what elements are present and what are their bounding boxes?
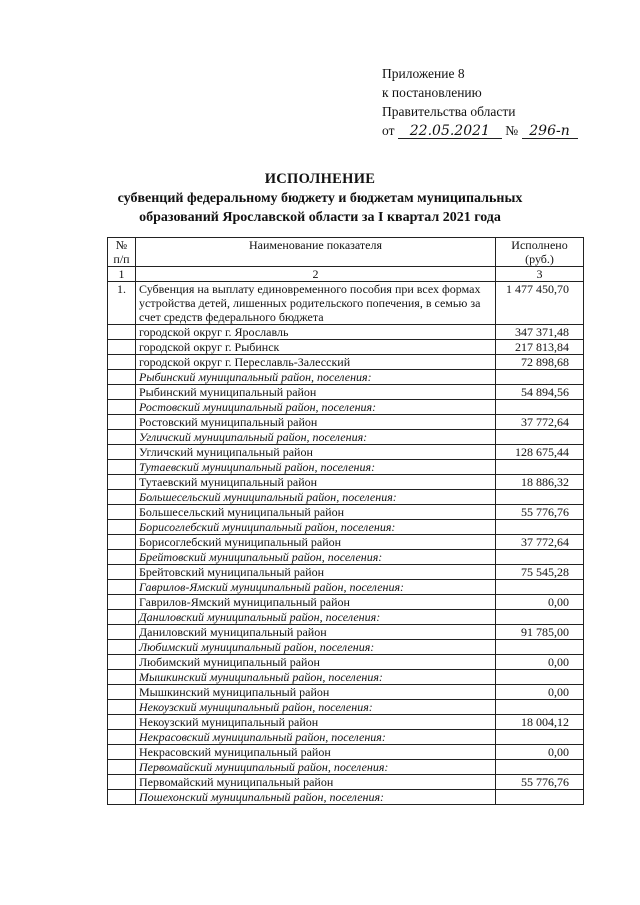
execution-table — [107, 237, 584, 805]
row-value-cell — [496, 400, 584, 415]
row-value-cell — [496, 490, 584, 505]
table-row — [108, 655, 584, 670]
appendix-header — [382, 64, 622, 140]
row-name-cell: Рыбинский муниципальный район, поселения: — [136, 370, 496, 385]
table-row — [108, 715, 584, 730]
row-value-cell — [496, 430, 584, 445]
row-value-cell — [496, 670, 584, 685]
row-name-cell: Любимский муниципальный район — [136, 655, 496, 670]
row-num-cell — [108, 520, 136, 535]
table-row — [108, 385, 584, 400]
row-num-cell — [108, 415, 136, 430]
appendix-authority: Правительства области — [382, 104, 516, 119]
table-header-row — [108, 238, 584, 267]
row-name-cell: городской округ г. Рыбинск — [136, 340, 496, 355]
table-row — [108, 625, 584, 640]
header-name: Наименование показателя — [136, 238, 496, 267]
table-row — [108, 475, 584, 490]
date-prefix: от — [382, 123, 395, 138]
table-row-subheading — [108, 580, 584, 595]
row-num-cell — [108, 760, 136, 775]
row-value-cell — [496, 610, 584, 625]
table-row-subheading — [108, 400, 584, 415]
table-row — [108, 355, 584, 370]
row-value-cell: 75 545,28 — [496, 565, 584, 580]
row-num-cell — [108, 340, 136, 355]
row-name-cell: Большесельский муниципальный район — [136, 505, 496, 520]
table-row — [108, 775, 584, 790]
row-num-cell — [108, 610, 136, 625]
row-name-cell: Борисоглебский муниципальный район — [136, 535, 496, 550]
table-row-subheading — [108, 430, 584, 445]
row-num-cell — [108, 670, 136, 685]
row-num-cell — [108, 460, 136, 475]
main-row-name: Субвенция на выплату единовременного пособия при всех формах устройства детей, лишенных родительского попечения, в семью за счет средств федерального бюджета — [136, 282, 496, 325]
row-value-cell: 91 785,00 — [496, 625, 584, 640]
title-main: ИСПОЛНЕНИЕ — [264, 171, 376, 187]
row-name-cell: Угличский муниципальный район — [136, 445, 496, 460]
row-num-cell — [108, 790, 136, 805]
table-row — [108, 505, 584, 520]
row-value-cell — [496, 460, 584, 475]
table-row-subheading — [108, 760, 584, 775]
row-num-cell — [108, 430, 136, 445]
row-name-cell: Брейтовский муниципальный район — [136, 565, 496, 580]
table-row — [108, 415, 584, 430]
table-row-subheading — [108, 790, 584, 805]
row-name-cell: Тутаевский муниципальный район — [136, 475, 496, 490]
row-num-cell — [108, 700, 136, 715]
row-num-cell — [108, 655, 136, 670]
row-num-cell — [108, 640, 136, 655]
row-num-cell — [108, 400, 136, 415]
row-num-cell — [108, 535, 136, 550]
row-name-cell: Угличский муниципальный район, поселения: — [136, 430, 496, 445]
table-row — [108, 745, 584, 760]
row-name-cell: Рыбинский муниципальный район — [136, 385, 496, 400]
row-value-cell — [496, 790, 584, 805]
table-row — [108, 565, 584, 580]
table-row-subheading — [108, 550, 584, 565]
column-number-row — [108, 267, 584, 282]
row-name-cell: Брейтовский муниципальный район, поселения: — [136, 550, 496, 565]
col-number-2: 2 — [136, 267, 496, 282]
row-value-cell: 0,00 — [496, 685, 584, 700]
row-name-cell: Любимский муниципальный район, поселения: — [136, 640, 496, 655]
row-name-cell: Гаврилов-Ямский муниципальный район — [136, 595, 496, 610]
row-num-cell — [108, 475, 136, 490]
row-num-cell — [108, 550, 136, 565]
row-value-cell: 347 371,48 — [496, 325, 584, 340]
header-num: № п/п — [108, 238, 136, 267]
row-value-cell: 0,00 — [496, 745, 584, 760]
row-num-cell — [108, 490, 136, 505]
row-value-cell — [496, 640, 584, 655]
row-value-cell — [496, 580, 584, 595]
table-row — [108, 535, 584, 550]
row-num-cell — [108, 355, 136, 370]
row-num-cell — [108, 385, 136, 400]
table-row — [108, 340, 584, 355]
row-num-cell — [108, 625, 136, 640]
col-number-3: 3 — [496, 267, 584, 282]
main-row-value: 1 477 450,70 — [496, 282, 584, 325]
row-name-cell: Пошехонский муниципальный район, поселения: — [136, 790, 496, 805]
row-name-cell: Тутаевский муниципальный район, поселения: — [136, 460, 496, 475]
handwritten-date: 22.05.2021 — [398, 124, 502, 139]
table-row-subheading — [108, 700, 584, 715]
row-num-cell — [108, 775, 136, 790]
row-name-cell: Некрасовский муниципальный район, поселения: — [136, 730, 496, 745]
row-value-cell: 128 675,44 — [496, 445, 584, 460]
table-row-subheading — [108, 520, 584, 535]
title-line-2: субвенций федеральному бюджету и бюджетам муниципальных — [117, 191, 523, 206]
main-row-num: 1. — [108, 282, 136, 325]
row-name-cell: Некоузский муниципальный район — [136, 715, 496, 730]
row-num-cell — [108, 715, 136, 730]
row-num-cell — [108, 685, 136, 700]
table-row — [108, 685, 584, 700]
row-num-cell — [108, 325, 136, 340]
table-row-subheading — [108, 730, 584, 745]
row-name-cell: Даниловский муниципальный район — [136, 625, 496, 640]
row-name-cell: Первомайский муниципальный район, поселения: — [136, 760, 496, 775]
document-title — [40, 170, 600, 227]
table-row-subheading — [108, 460, 584, 475]
row-value-cell: 217 813,84 — [496, 340, 584, 355]
handwritten-number: 296-п — [522, 124, 578, 139]
row-name-cell: Гаврилов-Ямский муниципальный район, поселения: — [136, 580, 496, 595]
row-num-cell — [108, 730, 136, 745]
main-subvention-row — [108, 282, 584, 325]
row-value-cell — [496, 730, 584, 745]
col-number-1: 1 — [108, 267, 136, 282]
row-value-cell — [496, 370, 584, 385]
row-value-cell: 54 894,56 — [496, 385, 584, 400]
row-name-cell: Мышкинский муниципальный район — [136, 685, 496, 700]
row-value-cell — [496, 550, 584, 565]
row-value-cell: 18 004,12 — [496, 715, 584, 730]
row-num-cell — [108, 370, 136, 385]
row-value-cell: 18 886,32 — [496, 475, 584, 490]
table-row-subheading — [108, 670, 584, 685]
row-name-cell: городской округ г. Ярославль — [136, 325, 496, 340]
table-row-subheading — [108, 640, 584, 655]
header-value — [496, 238, 584, 267]
table-row-subheading — [108, 610, 584, 625]
number-prefix: № — [505, 123, 519, 138]
row-name-cell: Ростовский муниципальный район, поселения: — [136, 400, 496, 415]
row-name-cell: Ростовский муниципальный район — [136, 415, 496, 430]
row-value-cell: 0,00 — [496, 655, 584, 670]
appendix-ref: к постановлению — [382, 85, 482, 100]
row-name-cell: Некоузский муниципальный район, поселения: — [136, 700, 496, 715]
row-value-cell: 37 772,64 — [496, 535, 584, 550]
row-name-cell: Даниловский муниципальный район, поселения: — [136, 610, 496, 625]
header-value-line2: (руб.) — [525, 252, 554, 266]
row-name-cell: Первомайский муниципальный район — [136, 775, 496, 790]
row-name-cell: Борисоглебский муниципальный район, поселения: — [136, 520, 496, 535]
table-row-subheading — [108, 370, 584, 385]
row-value-cell: 55 776,76 — [496, 505, 584, 520]
row-value-cell: 37 772,64 — [496, 415, 584, 430]
title-line-3: образований Ярославской области за I квартал 2021 года — [139, 210, 501, 225]
table-row — [108, 325, 584, 340]
table-row — [108, 595, 584, 610]
row-num-cell — [108, 445, 136, 460]
table-row-subheading — [108, 490, 584, 505]
row-value-cell — [496, 520, 584, 535]
row-value-cell: 0,00 — [496, 595, 584, 610]
table-row — [108, 445, 584, 460]
row-num-cell — [108, 505, 136, 520]
row-name-cell: Большесельский муниципальный район, поселения: — [136, 490, 496, 505]
row-value-cell: 72 898,68 — [496, 355, 584, 370]
row-num-cell — [108, 745, 136, 760]
row-value-cell: 55 776,76 — [496, 775, 584, 790]
row-num-cell — [108, 580, 136, 595]
appendix-title: Приложение 8 — [382, 66, 465, 81]
header-value-line1: Исполнено — [511, 238, 568, 252]
row-value-cell — [496, 760, 584, 775]
row-name-cell: городской округ г. Переславль-Залесский — [136, 355, 496, 370]
row-num-cell — [108, 565, 136, 580]
appendix-date-line — [382, 121, 622, 140]
row-value-cell — [496, 700, 584, 715]
row-name-cell: Мышкинский муниципальный район, поселения: — [136, 670, 496, 685]
row-num-cell — [108, 595, 136, 610]
row-name-cell: Некрасовский муниципальный район — [136, 745, 496, 760]
